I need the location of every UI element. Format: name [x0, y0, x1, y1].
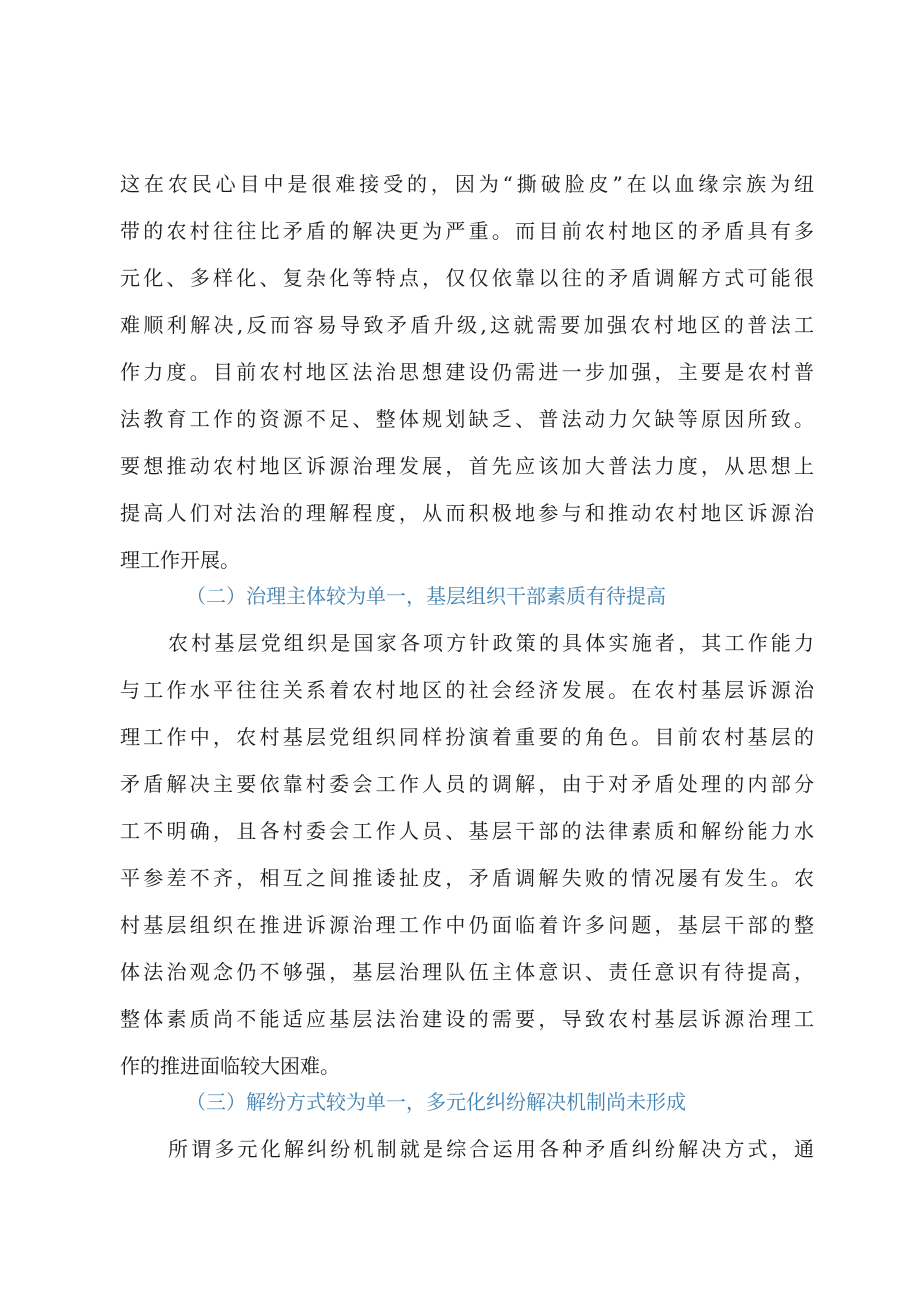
- paragraph-2-line-9: 整体素质尚不能适应基层法治建设的需要，导致农村基层诉源治理工: [120, 1007, 814, 1031]
- paragraph-2-line-1: 农村基层党组织是国家各项方针政策的具体实施者，其工作能力: [168, 631, 814, 655]
- paragraph-1-line-5: 作力度。目前农村地区法治思想建设仍需进一步加强，主要是农村普: [120, 360, 814, 384]
- paragraph-1-line-4: 难顺利解决,反而容易导致矛盾升级,这就需要加强农村地区的普法工: [120, 313, 814, 337]
- paragraph-2-line-4: 矛盾解决主要依靠村委会工作人员的调解，由于对矛盾处理的内部分: [120, 772, 814, 796]
- paragraph-2-line-3: 理工作中，农村基层党组织同样扮演着重要的角色。目前农村基层的: [120, 725, 814, 749]
- paragraph-2-line-6: 平参差不齐，相互之间推诿扯皮，矛盾调解失败的情况屡有发生。农: [120, 866, 814, 890]
- paragraph-2-line-2: 与工作水平往往关系着农村地区的社会经济发展。在农村基层诉源治: [120, 678, 814, 702]
- paragraph-2-line-8: 体法治观念仍不够强，基层治理队伍主体意识、责任意识有待提高，: [120, 960, 814, 984]
- paragraph-2-line-7: 村基层组织在推进诉源治理工作中仍面临着许多问题，基层干部的整: [120, 913, 814, 937]
- paragraph-1-line-2: 带的农村往往比矛盾的解决更为严重。而目前农村地区的矛盾具有多: [120, 219, 814, 243]
- paragraph-1-line-6: 法教育工作的资源不足、整体规划缺乏、普法动力欠缺等原因所致。: [120, 407, 814, 431]
- paragraph-1-line-3: 元化、多样化、复杂化等特点，仅仅依靠以往的矛盾调解方式可能很: [120, 266, 814, 290]
- section-heading-3: （三）解纷方式较为单一，多元化纠纷解决机制尚未形成: [186, 1090, 686, 1114]
- paragraph-2-line-10: 作的推进面临较大困难。: [120, 1054, 340, 1078]
- paragraph-2-line-5: 工不明确，且各村委会工作人员、基层干部的法律素质和解纷能力水: [120, 819, 814, 843]
- paragraph-1-line-7: 要想推动农村地区诉源治理发展，首先应该加大普法力度，从思想上: [120, 454, 814, 478]
- paragraph-1-line-9: 理工作开展。: [120, 548, 240, 572]
- paragraph-3-line-1: 所谓多元化解纠纷机制就是综合运用各种矛盾纠纷解决方式，通: [168, 1137, 814, 1161]
- section-heading-2: （二）治理主体较为单一，基层组织干部素质有待提高: [186, 584, 666, 608]
- paragraph-1-line-1: 这在农民心目中是很难接受的，因为“撕破脸皮”在以血缘宗族为纽: [120, 172, 814, 196]
- paragraph-1-line-8: 提高人们对法治的理解程度，从而积极地参与和推动农村地区诉源治: [120, 501, 814, 525]
